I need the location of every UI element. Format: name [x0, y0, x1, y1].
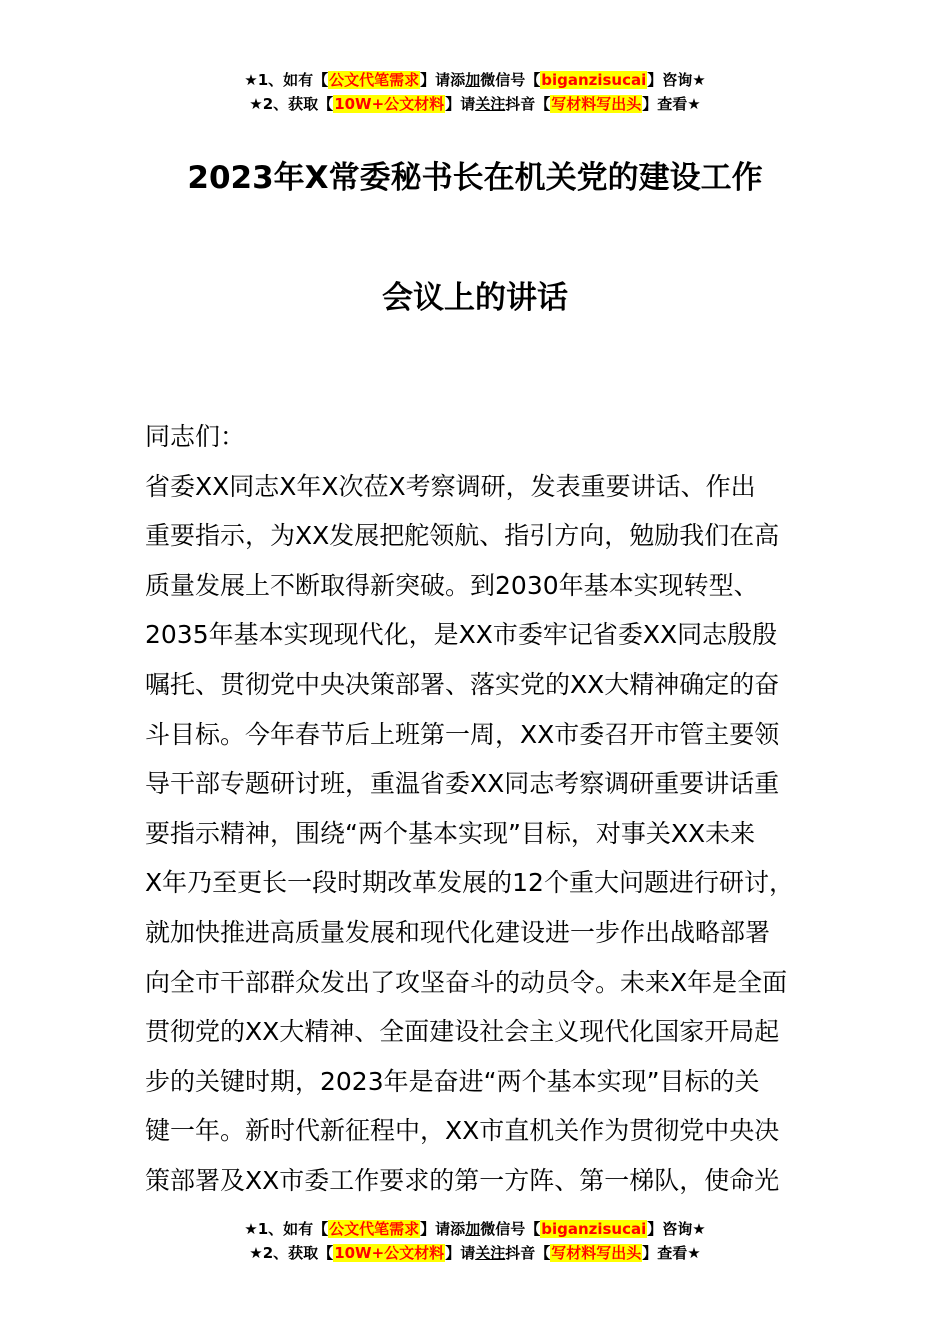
header-promo-banner [0, 68, 950, 116]
body-line: 导干部专题研讨班，重温省委XX同志考察调研重要讲话重 [145, 769, 780, 799]
promo-line-2: ★2、获取【10W+公文材料】请关注抖音【写材料写出头】查看★ [249, 1244, 701, 1262]
body-line: 贯彻党的XX大精神、全面建设社会主义现代化国家开局起 [145, 1017, 780, 1047]
body-line: 2035年基本实现现代化，是XX市委牢记省委XX同志殷殷 [145, 620, 778, 650]
speech-body [145, 412, 825, 1206]
body-line: 省委XX同志X年X次莅X考察调研，发表重要讲话、作出 [145, 471, 756, 501]
document-title-line-2: 会议上的讲话 [382, 280, 568, 316]
wechat-id-highlight: biganzisucai [541, 71, 647, 89]
body-line: 质量发展上不断取得新突破。到2030年基本实现转型、 [145, 570, 759, 600]
body-line: X年乃至更长一段时期改革发展的12个重大问题进行研讨， [145, 868, 794, 898]
promo-highlight: 10W+公文材料 [334, 95, 445, 113]
body-line: 嘱托、贯彻党中央决策部署、落实党的XX大精神确定的奋 [145, 669, 780, 699]
promo-line-2: ★2、获取【10W+公文材料】请关注抖音【写材料写出头】查看★ [249, 95, 701, 113]
body-line: 要指示精神，围绕“两个基本实现”目标，对事关XX未来 [145, 818, 756, 848]
wechat-id-highlight: biganzisucai [541, 1220, 647, 1238]
promo-line-1: ★1、如有【公文代笔需求】请添加微信号【biganzisucai】咨询★ [244, 71, 706, 89]
body-line: 就加快推进高质量发展和现代化建设进一步作出战略部署 [145, 917, 771, 947]
document-title-line-1: 2023年X常委秘书长在机关党的建设工作 [187, 160, 763, 196]
promo-highlight: 公文代笔需求 [329, 71, 420, 89]
douyin-id-highlight: 写材料写出头 [551, 1244, 642, 1262]
greeting: 同志们： [145, 422, 246, 451]
footer-promo-banner [0, 1217, 950, 1265]
douyin-id-highlight: 写材料写出头 [551, 95, 642, 113]
body-line: 向全市干部群众发出了攻坚奋斗的动员令。未来X年是全面 [145, 967, 788, 997]
promo-highlight: 公文代笔需求 [329, 1220, 420, 1238]
promo-line-1: ★1、如有【公文代笔需求】请添加微信号【biganzisucai】咨询★ [244, 1220, 706, 1238]
body-line: 步的关键时期，2023年是奋进“两个基本实现”目标的关 [145, 1066, 760, 1096]
body-line: 斗目标。今年春节后上班第一周，XX市委召开市管主要领 [145, 719, 780, 749]
body-line: 重要指示，为XX发展把舵领航、指引方向，勉励我们在高 [145, 521, 780, 551]
body-line: 策部署及XX市委工作要求的第一方阵、第一梯队，使命光 [145, 1165, 780, 1195]
body-line: 键一年。新时代新征程中，XX市直机关作为贯彻党中央决 [145, 1116, 780, 1146]
promo-highlight: 10W+公文材料 [334, 1244, 445, 1262]
